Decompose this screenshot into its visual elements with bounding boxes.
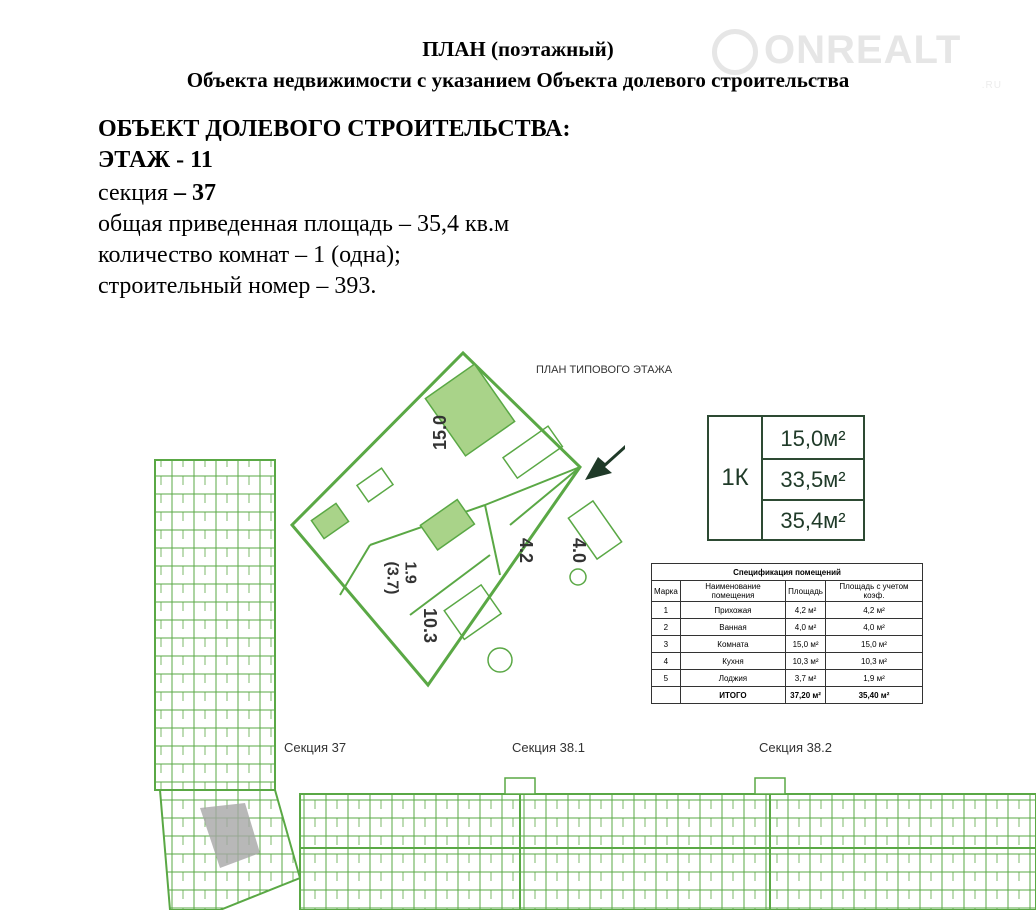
bath-area-label: 4.0 <box>569 537 590 564</box>
spec-cell: 4,0 м² <box>786 619 826 636</box>
spec-cell: Комната <box>680 636 785 653</box>
spec-cell: 4,0 м² <box>825 619 922 636</box>
page-subtitle: Объекта недвижимости с указанием Объекта долевого строительства <box>186 68 850 92</box>
spec-total-adjusted: 35,40 м² <box>825 687 922 704</box>
section-value: – 37 <box>173 180 216 206</box>
wing-horizontal <box>300 794 1036 910</box>
spec-cell: 4 <box>652 653 681 670</box>
watermark-text: ONREALT <box>764 28 962 72</box>
spec-cell: 15,0 м² <box>786 636 826 653</box>
spec-header: Площадь <box>786 581 826 602</box>
spec-cell: 4,2 м² <box>786 602 826 619</box>
spec-cell: 10,3 м² <box>786 653 826 670</box>
section-37-label: Секция 37 <box>284 740 347 755</box>
area-line: общая приведенная площадь – 35,4 кв.м <box>98 211 510 237</box>
spec-cell: 2 <box>652 619 681 636</box>
wing-vertical <box>155 460 275 790</box>
build-number-line: строительный номер – 393. <box>98 273 377 299</box>
spec-cell: 3,7 м² <box>786 670 826 687</box>
spec-cell: 1,9 м² <box>825 670 922 687</box>
watermark-sub: .RU <box>981 80 1002 91</box>
spec-cell: 10,3 м² <box>825 653 922 670</box>
spec-cell: 4,2 м² <box>825 602 922 619</box>
rooms-line: количество комнат – 1 (одна); <box>98 242 401 268</box>
kitchen-area-label: 10.3 <box>420 607 441 644</box>
spec-title: Спецификация помещений <box>652 564 923 581</box>
spec-cell: 5 <box>652 670 681 687</box>
apartment-type: 1К <box>709 417 763 539</box>
spec-header: Площадь с учетом коэф. <box>825 581 922 602</box>
total-area: 35,4м² <box>780 508 846 533</box>
spec-cell: Кухня <box>680 653 785 670</box>
page-title: ПЛАН (поэтажный) <box>422 37 614 61</box>
spec-header: Марка <box>652 581 681 602</box>
section-label: секция <box>98 180 174 206</box>
section-381-label: Секция 38.1 <box>512 740 585 755</box>
section-382-label: Секция 38.2 <box>759 740 832 755</box>
spec-total-area: 37,20 м² <box>786 687 826 704</box>
area-no-loggia: 33,5м² <box>780 467 846 492</box>
plan-caption: ПЛАН ТИПОВОГО ЭТАЖА <box>536 364 673 376</box>
spec-total-label: ИТОГО <box>680 687 785 704</box>
spec-cell: 1 <box>652 602 681 619</box>
room-area-label: 15.0 <box>430 414 450 450</box>
object-heading: ОБЪЕКТ ДОЛЕВОГО СТРОИТЕЛЬСТВА: <box>98 116 571 142</box>
spec-header: Наименование помещения <box>680 581 785 602</box>
spec-cell: 15,0 м² <box>825 636 922 653</box>
floor-label: ЭТАЖ - 11 <box>98 147 213 173</box>
spec-cell: Ванная <box>680 619 785 636</box>
section-line <box>98 180 216 207</box>
building-floor-plan <box>150 458 1036 910</box>
living-area: 15,0м² <box>780 426 846 451</box>
loggia-area-label: 1.9 (3.7) <box>383 561 419 595</box>
spec-cell: Лоджия <box>680 670 785 687</box>
spec-cell: 3 <box>652 636 681 653</box>
spec-cell: Прихожая <box>680 602 785 619</box>
hall-area-label: 4.2 <box>516 537 537 564</box>
